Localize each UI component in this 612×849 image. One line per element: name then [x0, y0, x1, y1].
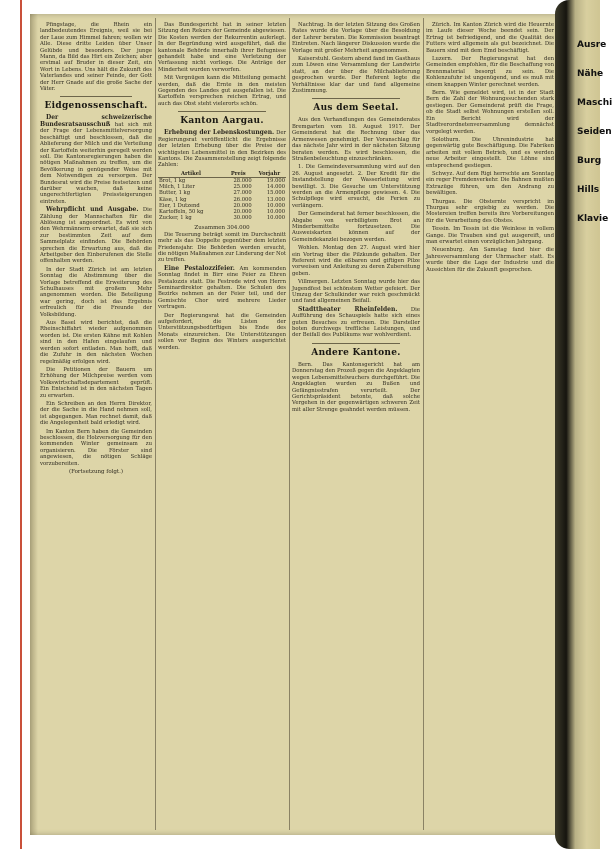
table-header: Preis	[224, 171, 253, 178]
table-cell: 10.000	[266, 202, 285, 209]
article-body: Die Aufführung des Schauspiels hatte sich eines guten Besuches zu erfreuen. Die Darsteller boten durchwegs treffliche Leistungen, und der Beifall des Publikums war wohlverdient.	[292, 306, 420, 339]
article-text: Ein Schreiben an den Herrn Direktor, der die Sache in die Hand nehmen soll, ist abgegangen. Man rechnet damit, daß die Angelegenheit bald erledigt wird.	[40, 400, 152, 427]
table-header: Vorjahr	[253, 171, 286, 178]
article-text: Nachtrag. In der letzten Sitzung des Großen Rates wurde die Vorlage über die Besoldung der Lehrer beraten. Die Kommission beantragt Eintreten. Nach längerer Diskussion wurde die Vorlage mit großer Mehrheit angenommen.	[292, 22, 420, 54]
divider	[178, 111, 266, 112]
table-cell: Butter, 1 kg	[159, 190, 191, 197]
section-heading: Andere Kantone.	[311, 347, 401, 358]
table-cell: 15.000	[266, 190, 285, 197]
table-row	[158, 177, 286, 184]
table-cell: 10.000	[266, 215, 285, 222]
curl-label: Burg	[577, 156, 602, 166]
table-cell: 28.000	[233, 177, 252, 184]
curl-label: Nähe	[577, 69, 604, 79]
article-text: Wohlen. Montag den 27. August wird hier ein Vortrag über die Pilzkunde gehalten. Der Referent wird die eßbaren und giftigen Pilze vorweisen und Anleitung zu deren Zubereitung geben.	[292, 245, 420, 277]
divider	[312, 343, 400, 344]
curl-label: Hills	[577, 185, 600, 195]
article-text	[158, 130, 286, 168]
column-1	[40, 22, 152, 830]
article-text: In der Stadt Zürich ist am letzten Sonntag die Abstimmung über die Vorlage betreffend die Erweiterung des Schulhauses mit großem Mehr angenommen worden. Die Beteiligung war gering, doch ist das Ergebnis erfreulich für die Freunde der Volksbildung.	[40, 266, 152, 318]
column-2	[158, 22, 286, 830]
section-heading: Aus dem Seetal.	[313, 103, 399, 114]
section-heading: Kanton Aargau.	[180, 116, 264, 127]
article-text: Der Regierungsrat hat die Gemeinden aufgefordert, die Listen der Unterstützungsbedürftigen bis Ende des Monats einzureichen. Die Unterstützungen sollen vor Beginn des Winters ausgerichtet werden.	[158, 312, 286, 351]
table-cell: 10.000	[266, 208, 285, 215]
table-cell: 13.000	[266, 196, 285, 203]
article-text: Bern. Das Kantonsgericht hat am Donnerstag den Prozeß gegen die Angeklagten wegen Lebensmittelwuchers durchgeführt. Die Angeklagten wurden zu Bußen und Gefängnisstrafen verurteilt. Der Gerichtspräsident betonte, daß solche Vergehen in der gegenwärtigen schweren Zeit mit aller Strenge geahndet werden müssen.	[292, 361, 420, 413]
next-page-curl	[555, 0, 612, 849]
article-text: 1. Die Gemeindeversammlung wird auf den 26. August angesetzt. 2. Der Kredit für die Instandstellung der Wasserleitung wird bewilligt. 3. Die Gesuche um Unterstützung werden an die Armenpflege gewiesen. 4. Die Schulpflege wird ersucht, die Ferien zu verlängern.	[292, 164, 420, 209]
spine-shadow	[30, 14, 38, 835]
curl-ad-labels	[577, 40, 612, 243]
article-text: Schwyz. Auf dem Rigi herrschte am Sonntag ein reger Fremdenverkehr. Die Bahnen mußten Extrazüge führen, um den Andrang zu bewältigen.	[426, 170, 554, 197]
article-body: Am kommenden Sonntag findet in Birr eine Feier zu Ehren Pestalozzis statt. Die Festrede wird von Herrn Seminardirektor gehalten. Die Schulen des Bezirks nehmen an der Feier teil, und der Gemischte Chor wird mehrere Lieder vortragen.	[158, 265, 286, 311]
article-text	[158, 266, 286, 311]
price-table	[158, 171, 286, 222]
article-text: Aus Basel wird berichtet, daß die Rheinschiffahrt wieder aufgenommen worden ist. Die ersten Kähne mit Kohlen sind in den Hafen eingelaufen und werden sofort entladen. Man hofft, daß die Zufuhr in den nächsten Wochen regelmäßig erfolgen wird.	[40, 320, 152, 365]
table-cell: 20.000	[233, 202, 252, 209]
divider	[312, 98, 400, 99]
article-text: Der Gemeinderat hat ferner beschlossen, die Abgabe von verbilligtem Brot an Minderbemittelte fortzusetzen. Die Ausweiskarten können auf der Gemeindekanzlei bezogen werden.	[292, 211, 420, 243]
table-cell: 14.000	[266, 184, 285, 191]
article-text: Die Teuerung beträgt somit im Durchschnitt mehr als das Doppelte gegenüber dem letzten Friedensjahr. Die Behörden werden ersucht, die nötigen Maßnahmen zur Linderung der Not zu treffen.	[158, 231, 286, 264]
continuation-note: (Fortsetzung folgt.)	[68, 469, 124, 475]
article-text: Pfingstage, die Rhein ein landbedeutendes Ereignis, weil sie bei der Laue zum Himmel fahren; wollen wir Alle. Diese dritte Leiden über Unser Gelübde und besonders. Der junge Mann, da Bild das Hirt ein Zeichen; aber erstmal auf Bruder in dieser Zeit, ein Wort in Lebens. Uns hält die Zukunft des Vaterlandes und seiner Feinde, der Gott der Herr Gnade auf die große Sache der Väter.	[40, 22, 152, 93]
red-page-edge	[20, 0, 22, 849]
curl-label: Seiden	[577, 127, 612, 137]
article-text: Das Bundesgericht hat in seiner letzten Sitzung den Rekurs der Gemeinde abgewiesen. Die Kosten werden der Rekurrentin auferlegt. In der Begründung wird ausgeführt, daß die kantonale Behörde innerhalb ihrer Befugnisse gehandelt habe und eine Verletzung der Verfassung nicht vorliege. Die Anträge der Minderheit wurden verworfen.	[158, 22, 286, 73]
table-cell: Zucker, 1 kg	[159, 215, 192, 222]
table-header: Artikel	[158, 171, 224, 178]
table-cell: Käse, 1 kg	[159, 196, 187, 203]
article-subheading: Wehrpflicht und Ausgabe.	[46, 206, 139, 214]
article-text: Aus den Verhandlungen des Gemeinderates Bremgarten vom 18. August 1917. Der Gemeinderat hat die Rechnung über das Armenwesen genehmigt. Der Voranschlag für das nächste Jahr wird in der nächsten Sitzung beraten werden. Es wird beschlossen, die Straßenbeleuchtung einzuschränken.	[292, 117, 420, 162]
article-text: Solothurn. Die Uhrenindustrie hat gegenwärtig gute Beschäftigung. Die Fabriken arbeiten mit vollem Betrieb, und es werden neue Arbeiter eingestellt. Die Löhne sind entsprechend gestiegen.	[426, 136, 554, 169]
table-cell: 26.000	[233, 196, 252, 203]
article-body: hat sich mit der Frage der Lebensmittelversorgung beschäftigt und beschlossen, daß die Ablieferung der Milch und die Verteilung der Kartoffeln weiterhin geregelt werden soll. Die Kantonsregierungen haben die nötigen Maßnahmen zu treffen, um die Bevölkerung in genügender Weise mit dem Notwendigen zu versorgen. Der Bundesrat wird die Preise festsetzen und darüber wachen, daß keine ungerechtfertigten Preissteigerungen eintreten.	[40, 121, 153, 205]
table-cell: Kartoffeln, 50 kg	[159, 208, 204, 215]
column-rule	[423, 18, 424, 830]
article-text: Villmergen. Letzten Sonntag wurde hier das Jugendfest bei schönstem Wetter gefeiert. Der Umzug der Schulkinder war reich geschmückt und fand allgemeinen Beifall.	[292, 279, 420, 305]
table-row	[158, 215, 286, 221]
article-text	[40, 115, 152, 205]
article-text: Mit Vergnügen kann die Mitteilung gemacht werden, daß die Ernte in den meisten Gegenden des Landes gut ausgefallen ist. Die Kartoffeln versprechen reichen Ertrag, und auch das Obst steht vielerorts schön.	[158, 75, 286, 107]
article-text: Im Kanton Bern haben die Gemeinden beschlossen, die Holzversorgung für den kommenden Winter gemeinsam zu organisieren. Die Förster sind angewiesen, die nötigen Schläge vorzubereiten.	[40, 428, 152, 467]
article-subheading: Stadttheater Rheinfelden.	[298, 305, 398, 313]
article-subheading: Der schweizerische Bundesratsausschuß	[40, 114, 152, 128]
column-rule	[155, 18, 156, 830]
article-body: Der Regierungsrat veröffentlicht die Ergebnisse der letzten Erhebung über die Preise der wichtigsten Lebensmittel in den Bezirken des Kantons. Die Zusammenstellung zeigt folgende Zahlen:	[158, 130, 287, 169]
article-text	[40, 207, 152, 265]
article-text: Die Petitionen der Bauern um Erhöhung der Milchpreise werden vom Volkswirtschaftsdepartement geprüft. Ein Entscheid ist in den nächsten Tagen zu erwarten.	[40, 366, 152, 399]
curl-label: Ausre	[577, 40, 607, 50]
article-text: Thurgau. Die Obsternte verspricht im Thurgau sehr ergiebig zu werden. Die Mostereien treffen bereits ihre Vorbereitungen für die Verarbeitung des Obstes.	[426, 198, 554, 224]
column-4	[426, 22, 554, 830]
table-cell: 25.000	[233, 184, 252, 191]
article-text: Neuenburg. Am Samstag fand hier die Jahresversammlung der Uhrmacher statt. Es wurde über die Lage der Industrie und die Aussichten für die Zukunft gesprochen.	[426, 247, 554, 273]
table-cell: 19.000	[266, 177, 285, 184]
column-3	[292, 22, 420, 830]
article-text: Luzern. Der Regierungsrat hat den Gemeinden empfohlen, für die Beschaffung von Brennmaterial besorgt zu sein. Die Kohlenzufuhr ist ungenügend, und es muß mit einem knappen Winter gerechnet werden.	[426, 56, 554, 88]
article-text: Kaiserstuhl. Gestern abend fand im Gasthaus zum Löwen eine Versammlung der Landwirte statt, an der über die Milchablieferung gesprochen wurde. Der Referent legte die Verhältnisse klar dar und fand allgemeine Zustimmung.	[292, 56, 421, 95]
curl-label: Maschi	[577, 98, 612, 108]
table-total: Zusammen 304.000	[194, 225, 250, 232]
article-text: Bern. Wie gemeldet wird, ist in der Stadt Bern die Zahl der Wohnungssuchenden stark gestiegen. Der Gemeinderat prüft die Frage, ob die Stadt selbst Wohnungen erstellen soll. Ein Bericht wird der Stadtverordnetenversammlung demnächst vorgelegt werden.	[426, 90, 554, 135]
section-heading: Eidgenossenschaft.	[44, 101, 148, 112]
article-text: Tessin. Im Tessin ist die Weinlese in vollem Gange. Die Trauben sind gut ausgereift, und man erwartet einen vorzüglichen Jahrgang.	[426, 226, 554, 245]
article-text: Zürich. Im Kanton Zürich wird die Heuernte im Laufe dieser Woche beendet sein. Der Ertrag ist befriedigend, und die Qualität des Futters wird allgemein als gut bezeichnet. Die Bauern sind mit dem Emd beschäftigt.	[426, 22, 554, 54]
table-cell: Eier, 1 Dutzend	[159, 202, 200, 209]
article-body: Die Zählung der Mannschaften für die Ablösung ist angeordnet. Es wird von den Wehrmännern erwartet, daß sie sich zur bestimmten Zeit auf dem Sammelplatz einfinden. Die Behörden sprechen die Erwartung aus, daß die Arbeitgeber den Einberufenen die Stelle offenhalten werden.	[40, 207, 152, 265]
article-subheading: Eine Pestalozzifeier.	[164, 264, 235, 272]
article-text	[292, 307, 420, 339]
divider	[60, 96, 132, 97]
curl-label: Klavie	[577, 214, 609, 224]
column-rule	[289, 18, 290, 830]
table-cell: Milch, 1 Liter	[159, 184, 195, 191]
table-cell: 30.000	[233, 215, 252, 222]
table-cell: 27.000	[233, 190, 252, 197]
article-subheading: Erhebung der Lebenskostungen.	[164, 129, 275, 137]
table-cell: Brot, 1 kg	[159, 177, 186, 184]
table-cell: 20.000	[233, 208, 252, 215]
